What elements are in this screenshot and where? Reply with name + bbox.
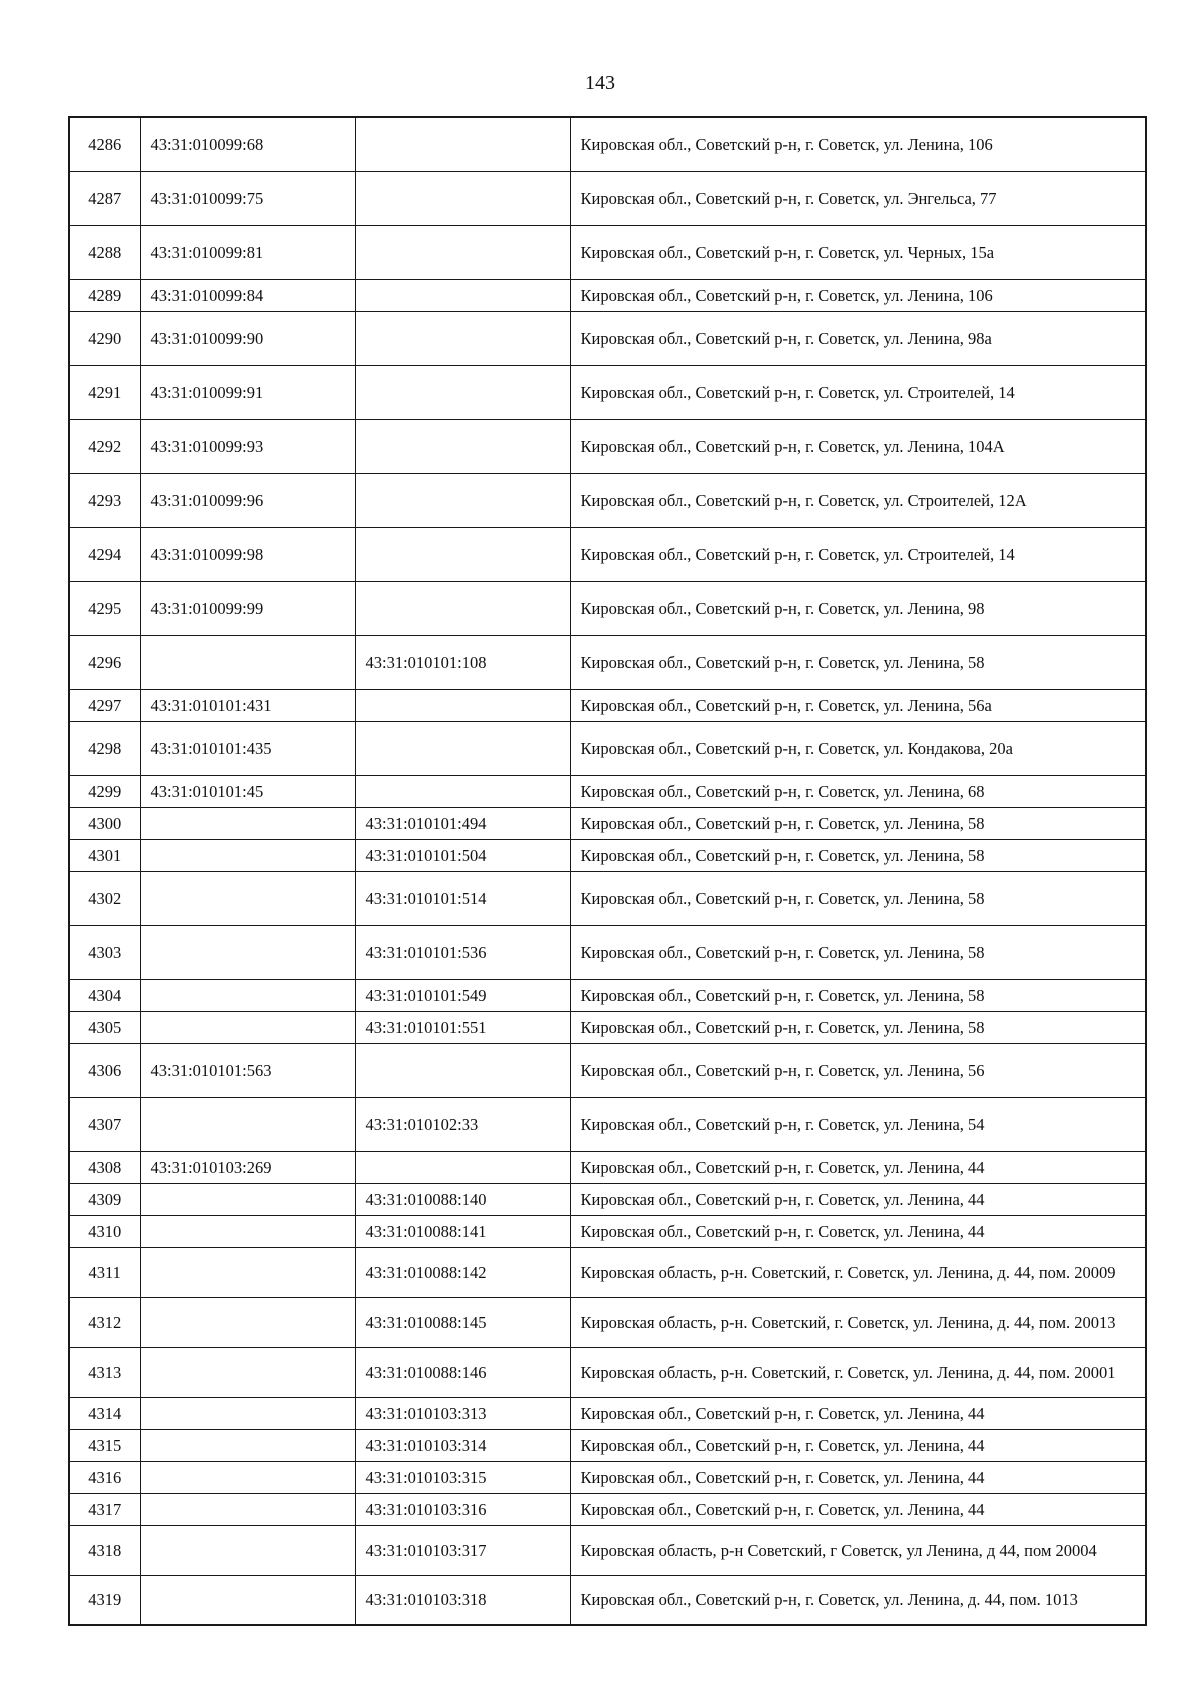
table-row <box>69 871 1146 925</box>
row-number-cell: 4303 <box>69 925 140 979</box>
row-number-cell: 4290 <box>69 311 140 365</box>
row-number-cell: 4296 <box>69 635 140 689</box>
object-cadastral-number-cell <box>355 171 570 225</box>
table-row <box>69 721 1146 775</box>
land-cadastral-number-cell: 43:31:010103:269 <box>140 1151 355 1183</box>
object-cadastral-number-cell <box>355 419 570 473</box>
row-number-cell: 4319 <box>69 1575 140 1625</box>
address-cell: Кировская область, р-н. Советский, г. Советск, ул. Ленина, д. 44, пом. 20013 <box>570 1297 1146 1347</box>
table-row <box>69 311 1146 365</box>
table-row <box>69 1215 1146 1247</box>
land-cadastral-number-cell <box>140 1215 355 1247</box>
row-number-cell: 4306 <box>69 1043 140 1097</box>
address-cell: Кировская обл., Советский р-н, г. Советск, ул. Строителей, 14 <box>570 365 1146 419</box>
table-row <box>69 635 1146 689</box>
land-cadastral-number-cell: 43:31:010099:84 <box>140 279 355 311</box>
row-number-cell: 4301 <box>69 839 140 871</box>
row-number-cell: 4318 <box>69 1525 140 1575</box>
land-cadastral-number-cell <box>140 1297 355 1347</box>
land-cadastral-number-cell <box>140 1011 355 1043</box>
row-number-cell: 4294 <box>69 527 140 581</box>
object-cadastral-number-cell: 43:31:010088:142 <box>355 1247 570 1297</box>
address-cell: Кировская обл., Советский р-н, г. Советск, ул. Ленина, 58 <box>570 839 1146 871</box>
land-cadastral-number-cell: 43:31:010099:75 <box>140 171 355 225</box>
land-cadastral-number-cell <box>140 1097 355 1151</box>
address-cell: Кировская обл., Советский р-н, г. Советск, ул. Ленина, 58 <box>570 925 1146 979</box>
land-cadastral-number-cell: 43:31:010099:98 <box>140 527 355 581</box>
address-cell: Кировская обл., Советский р-н, г. Советск, ул. Ленина, 44 <box>570 1493 1146 1525</box>
address-cell: Кировская обл., Советский р-н, г. Советск, ул. Ленина, 44 <box>570 1215 1146 1247</box>
land-cadastral-number-cell <box>140 979 355 1011</box>
land-cadastral-number-cell <box>140 1397 355 1429</box>
page-number: 143 <box>585 72 615 94</box>
address-cell: Кировская обл., Советский р-н, г. Советск, ул. Ленина, 98а <box>570 311 1146 365</box>
object-cadastral-number-cell: 43:31:010101:108 <box>355 635 570 689</box>
land-cadastral-number-cell: 43:31:010099:96 <box>140 473 355 527</box>
row-number-cell: 4287 <box>69 171 140 225</box>
object-cadastral-number-cell: 43:31:010088:145 <box>355 1297 570 1347</box>
table-row <box>69 839 1146 871</box>
land-cadastral-number-cell: 43:31:010099:91 <box>140 365 355 419</box>
table-row <box>69 1397 1146 1429</box>
land-cadastral-number-cell: 43:31:010099:99 <box>140 581 355 635</box>
object-cadastral-number-cell: 43:31:010103:315 <box>355 1461 570 1493</box>
row-number-cell: 4305 <box>69 1011 140 1043</box>
table-row <box>69 365 1146 419</box>
row-number-cell: 4288 <box>69 225 140 279</box>
object-cadastral-number-cell: 43:31:010101:536 <box>355 925 570 979</box>
object-cadastral-number-cell: 43:31:010088:146 <box>355 1347 570 1397</box>
land-cadastral-number-cell <box>140 635 355 689</box>
row-number-cell: 4310 <box>69 1215 140 1247</box>
address-cell: Кировская обл., Советский р-н, г. Советск, ул. Ленина, 58 <box>570 807 1146 839</box>
land-cadastral-number-cell <box>140 1183 355 1215</box>
table-row <box>69 1493 1146 1525</box>
table-row <box>69 1429 1146 1461</box>
row-number-cell: 4302 <box>69 871 140 925</box>
row-number-cell: 4292 <box>69 419 140 473</box>
land-cadastral-number-cell: 43:31:010101:431 <box>140 689 355 721</box>
row-number-cell: 4308 <box>69 1151 140 1183</box>
object-cadastral-number-cell <box>355 689 570 721</box>
land-cadastral-number-cell: 43:31:010101:45 <box>140 775 355 807</box>
object-cadastral-number-cell: 43:31:010103:313 <box>355 1397 570 1429</box>
table-row <box>69 279 1146 311</box>
object-cadastral-number-cell <box>355 225 570 279</box>
row-number-cell: 4315 <box>69 1429 140 1461</box>
land-cadastral-number-cell <box>140 1493 355 1525</box>
object-cadastral-number-cell <box>355 473 570 527</box>
address-cell: Кировская область, р-н Советский, г Советск, ул Ленина, д 44, пом 20004 <box>570 1525 1146 1575</box>
row-number-cell: 4289 <box>69 279 140 311</box>
address-cell: Кировская обл., Советский р-н, г. Советск, ул. Ленина, 58 <box>570 979 1146 1011</box>
object-cadastral-number-cell <box>355 365 570 419</box>
object-cadastral-number-cell <box>355 721 570 775</box>
object-cadastral-number-cell: 43:31:010088:140 <box>355 1183 570 1215</box>
table-row <box>69 1525 1146 1575</box>
address-cell: Кировская обл., Советский р-н, г. Советск, ул. Строителей, 14 <box>570 527 1146 581</box>
row-number-cell: 4304 <box>69 979 140 1011</box>
address-cell: Кировская обл., Советский р-н, г. Советск, ул. Ленина, 98 <box>570 581 1146 635</box>
row-number-cell: 4317 <box>69 1493 140 1525</box>
object-cadastral-number-cell <box>355 581 570 635</box>
address-cell: Кировская обл., Советский р-н, г. Советск, ул. Черных, 15а <box>570 225 1146 279</box>
object-cadastral-number-cell: 43:31:010101:514 <box>355 871 570 925</box>
object-cadastral-number-cell <box>355 1151 570 1183</box>
land-cadastral-number-cell <box>140 871 355 925</box>
table-row <box>69 1011 1146 1043</box>
land-cadastral-number-cell <box>140 1429 355 1461</box>
table-row <box>69 117 1146 171</box>
table-row <box>69 225 1146 279</box>
address-cell: Кировская обл., Советский р-н, г. Советск, ул. Ленина, 44 <box>570 1151 1146 1183</box>
object-cadastral-number-cell: 43:31:010101:551 <box>355 1011 570 1043</box>
table-row <box>69 1347 1146 1397</box>
address-cell: Кировская область, р-н. Советский, г. Советск, ул. Ленина, д. 44, пом. 20001 <box>570 1347 1146 1397</box>
object-cadastral-number-cell: 43:31:010101:504 <box>355 839 570 871</box>
land-cadastral-number-cell: 43:31:010099:68 <box>140 117 355 171</box>
row-number-cell: 4313 <box>69 1347 140 1397</box>
row-number-cell: 4295 <box>69 581 140 635</box>
land-cadastral-number-cell <box>140 807 355 839</box>
object-cadastral-number-cell <box>355 279 570 311</box>
row-number-cell: 4311 <box>69 1247 140 1297</box>
table-row <box>69 1183 1146 1215</box>
row-number-cell: 4300 <box>69 807 140 839</box>
object-cadastral-number-cell <box>355 527 570 581</box>
row-number-cell: 4299 <box>69 775 140 807</box>
land-cadastral-number-cell <box>140 1347 355 1397</box>
land-cadastral-number-cell <box>140 839 355 871</box>
row-number-cell: 4293 <box>69 473 140 527</box>
address-cell: Кировская обл., Советский р-н, г. Советск, ул. Ленина, 54 <box>570 1097 1146 1151</box>
row-number-cell: 4312 <box>69 1297 140 1347</box>
table-row <box>69 527 1146 581</box>
address-cell: Кировская обл., Советский р-н, г. Советск, ул. Ленина, 106 <box>570 117 1146 171</box>
table-row <box>69 1461 1146 1493</box>
land-cadastral-number-cell: 43:31:010099:90 <box>140 311 355 365</box>
object-cadastral-number-cell: 43:31:010103:314 <box>355 1429 570 1461</box>
land-cadastral-number-cell: 43:31:010101:435 <box>140 721 355 775</box>
table-row <box>69 979 1146 1011</box>
row-number-cell: 4298 <box>69 721 140 775</box>
row-number-cell: 4297 <box>69 689 140 721</box>
table-row <box>69 473 1146 527</box>
land-cadastral-number-cell <box>140 1525 355 1575</box>
object-cadastral-number-cell: 43:31:010103:318 <box>355 1575 570 1625</box>
table-row <box>69 1151 1146 1183</box>
address-cell: Кировская обл., Советский р-н, г. Советск, ул. Ленина, 56а <box>570 689 1146 721</box>
table-row <box>69 1297 1146 1347</box>
address-cell: Кировская обл., Советский р-н, г. Советск, ул. Ленина, 106 <box>570 279 1146 311</box>
address-cell: Кировская обл., Советский р-н, г. Советск, ул. Ленина, 58 <box>570 1011 1146 1043</box>
land-cadastral-number-cell <box>140 1247 355 1297</box>
object-cadastral-number-cell: 43:31:010102:33 <box>355 1097 570 1151</box>
registry-table-body <box>69 117 1146 1625</box>
object-cadastral-number-cell: 43:31:010103:317 <box>355 1525 570 1575</box>
land-cadastral-number-cell <box>140 1575 355 1625</box>
table-row <box>69 807 1146 839</box>
table-row <box>69 1247 1146 1297</box>
land-cadastral-number-cell: 43:31:010099:93 <box>140 419 355 473</box>
table-row <box>69 171 1146 225</box>
address-cell: Кировская обл., Советский р-н, г. Советск, ул. Энгельса, 77 <box>570 171 1146 225</box>
object-cadastral-number-cell <box>355 311 570 365</box>
object-cadastral-number-cell: 43:31:010103:316 <box>355 1493 570 1525</box>
address-cell: Кировская обл., Советский р-н, г. Советск, ул. Ленина, 44 <box>570 1183 1146 1215</box>
row-number-cell: 4286 <box>69 117 140 171</box>
address-cell: Кировская обл., Советский р-н, г. Советск, ул. Ленина, 58 <box>570 871 1146 925</box>
address-cell: Кировская обл., Советский р-н, г. Советск, ул. Ленина, 56 <box>570 1043 1146 1097</box>
object-cadastral-number-cell <box>355 775 570 807</box>
land-cadastral-number-cell <box>140 925 355 979</box>
address-cell: Кировская обл., Советский р-н, г. Советск, ул. Ленина, 44 <box>570 1397 1146 1429</box>
address-cell: Кировская обл., Советский р-н, г. Советск, ул. Ленина, 44 <box>570 1429 1146 1461</box>
row-number-cell: 4314 <box>69 1397 140 1429</box>
land-cadastral-number-cell: 43:31:010101:563 <box>140 1043 355 1097</box>
address-cell: Кировская область, р-н. Советский, г. Советск, ул. Ленина, д. 44, пом. 20009 <box>570 1247 1146 1297</box>
address-cell: Кировская обл., Советский р-н, г. Советск, ул. Ленина, 68 <box>570 775 1146 807</box>
table-row <box>69 1043 1146 1097</box>
table-row <box>69 925 1146 979</box>
row-number-cell: 4307 <box>69 1097 140 1151</box>
object-cadastral-number-cell <box>355 117 570 171</box>
registry-table <box>68 116 1147 1626</box>
object-cadastral-number-cell <box>355 1043 570 1097</box>
address-cell: Кировская обл., Советский р-н, г. Советск, ул. Ленина, 44 <box>570 1461 1146 1493</box>
row-number-cell: 4291 <box>69 365 140 419</box>
land-cadastral-number-cell <box>140 1461 355 1493</box>
table-row <box>69 689 1146 721</box>
address-cell: Кировская обл., Советский р-н, г. Советск, ул. Строителей, 12А <box>570 473 1146 527</box>
row-number-cell: 4316 <box>69 1461 140 1493</box>
row-number-cell: 4309 <box>69 1183 140 1215</box>
table-row <box>69 581 1146 635</box>
table-row <box>69 1575 1146 1625</box>
table-row <box>69 775 1146 807</box>
object-cadastral-number-cell: 43:31:010101:494 <box>355 807 570 839</box>
address-cell: Кировская обл., Советский р-н, г. Советск, ул. Кондакова, 20а <box>570 721 1146 775</box>
table-row <box>69 419 1146 473</box>
address-cell: Кировская обл., Советский р-н, г. Советск, ул. Ленина, 58 <box>570 635 1146 689</box>
object-cadastral-number-cell: 43:31:010101:549 <box>355 979 570 1011</box>
land-cadastral-number-cell: 43:31:010099:81 <box>140 225 355 279</box>
table-row <box>69 1097 1146 1151</box>
address-cell: Кировская обл., Советский р-н, г. Советск, ул. Ленина, 104А <box>570 419 1146 473</box>
address-cell: Кировская обл., Советский р-н, г. Советск, ул. Ленина, д. 44, пом. 1013 <box>570 1575 1146 1625</box>
object-cadastral-number-cell: 43:31:010088:141 <box>355 1215 570 1247</box>
